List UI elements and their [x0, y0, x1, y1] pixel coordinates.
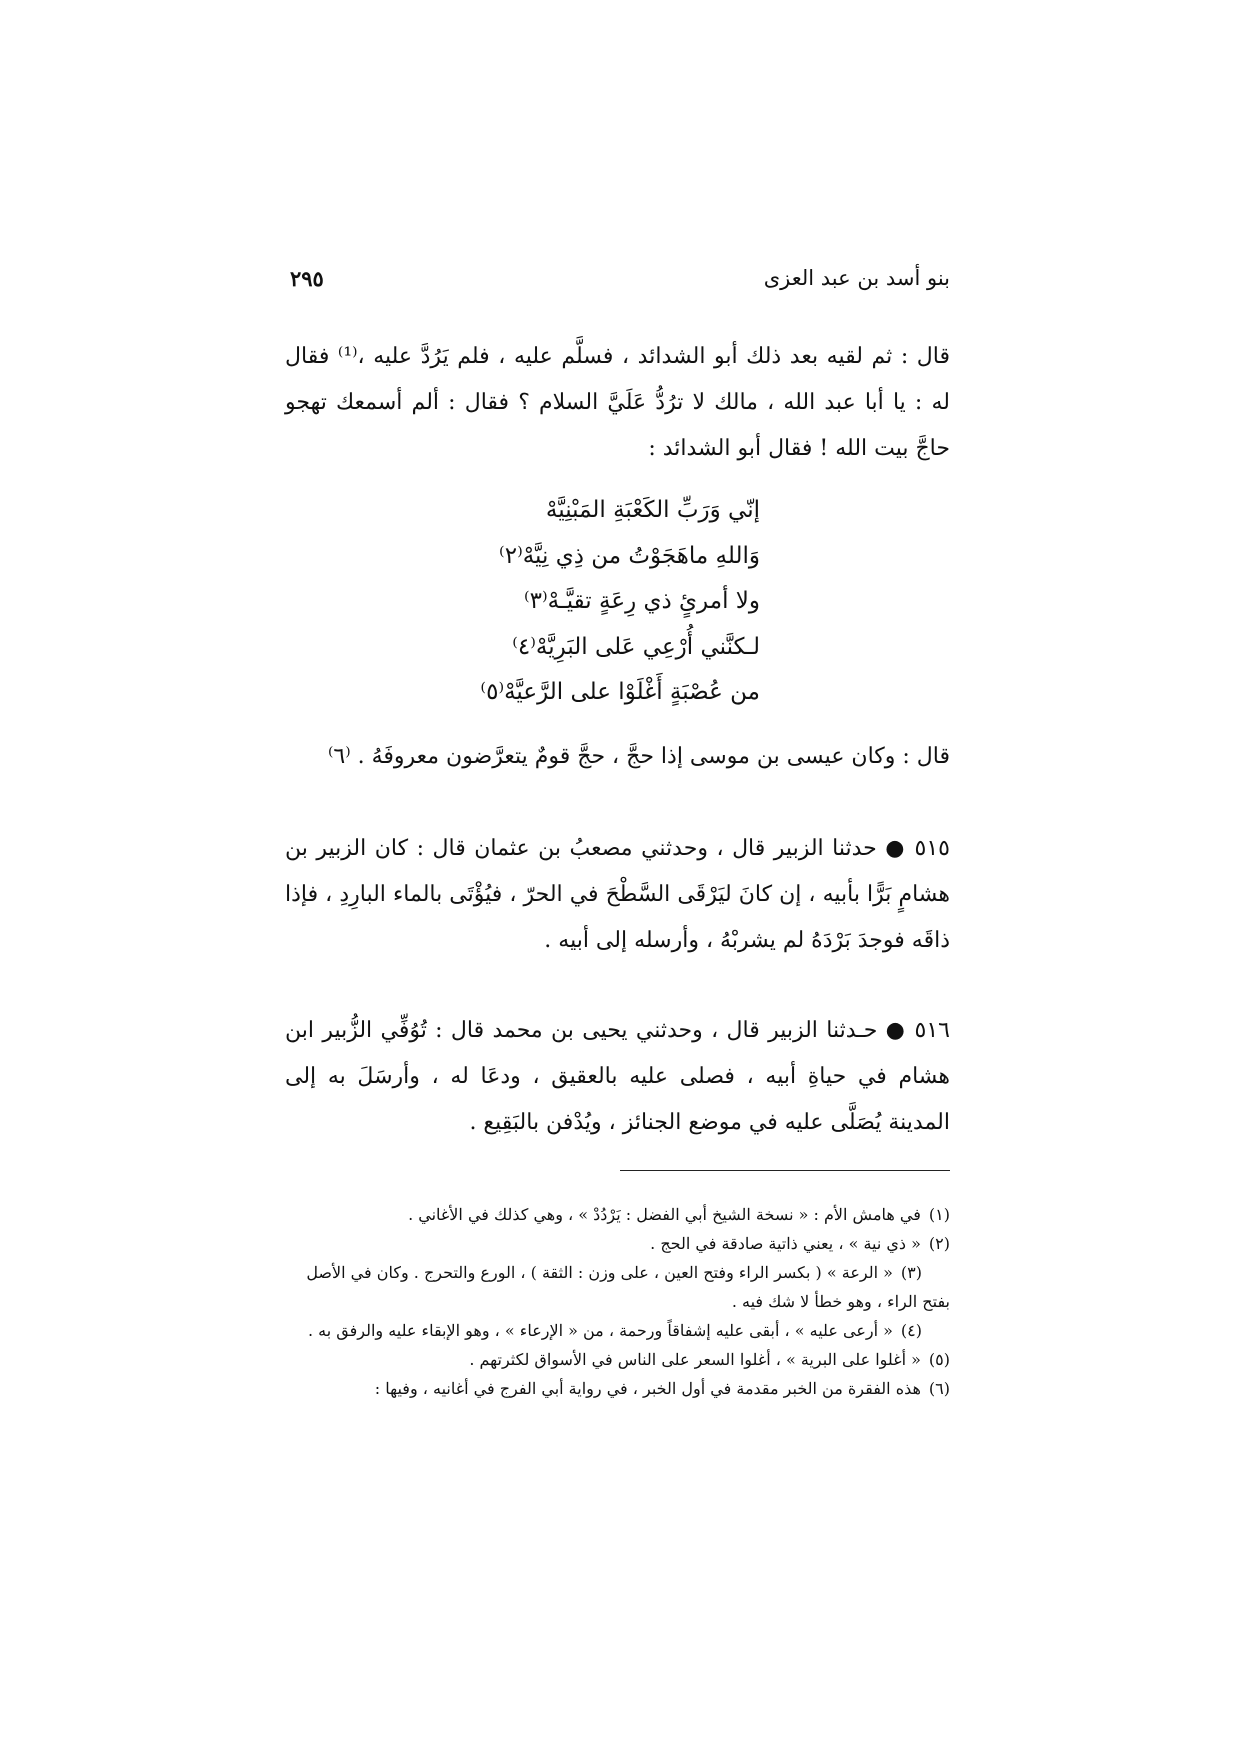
closing-paragraph: قال : وكان عيسى بن موسى إذا حجَّ ، حجَّ قومٌ يتعرَّضون معروفَهُ . ⁽٦⁾ — [327, 744, 950, 769]
poem-verse: من عُصْبَةٍ أَغْلَوْا على الرَّعيَّهْ⁽٥⁾ — [480, 679, 760, 705]
footnote-text: « الرعة » ( بكسر الراء وفتح العين ، على وزن : الثقة ) ، الورع والتحرج . وكان في الأصل بفتح الراء ، وهو خطأ لا شك فيه . — [306, 1263, 950, 1311]
footnote-text: « أرعى عليه » ، أبقى عليه إشفاقاً ورحمة ، من « الإرعاء » ، وهو الإبقاء عليه والرفق به . — [307, 1321, 893, 1340]
footnote-text: في هامش الأم : « نسخة الشيخ أبي الفضل : يَرْدُدْ » ، وهي كذلك في الأغاني . — [408, 1205, 921, 1224]
footnote — [280, 1374, 950, 1403]
item-text: حـدثنا الزبير قال ، وحدثني يحيى بن محمد قال : تُوُفِّي الزُّبير ابن هشام في حياةِ أبيه ، فصلى عليه بالعقيق ، ودعَا له ، وأرسَلَ به إلى المدينة يُصَلَّى عليه في موضع الجنائز ، ويُدْفن بالبَقِيع . — [285, 1018, 950, 1135]
intro-paragraph: قال : ثم لقيه بعد ذلك أبو الشدائد ، فسلَّم عليه ، فلم يَرُدَّ عليه ،⁽¹⁾ فقال له : يا أبا عبد الله ، مالك لا ترُدُّ عَلَيَّ السلام ؟ فقال : ألم أسمعك تهجو حاجَّ بيت الله ! فقال أبو الشدائد : — [285, 344, 950, 461]
running-title: بنو أسد بن عبد العزى — [763, 266, 950, 290]
footnotes — [280, 1200, 950, 1403]
item-text: حدثنا الزبير قال ، وحدثني مصعبُ بن عثمان قال : كان الزبير بن هشامٍ بَرًّا بأبيه ، إن كانَ ليَرْقَى السَّطْحَ في الحرّ ، فيُؤْتَى بالماء البارِدِ ، فإذا ذاقَه فوجدَ بَرْدَهُ لم يشربْهُ ، وأرسله إلى أبيه . — [285, 836, 951, 953]
footnote-text: هذه الفقرة من الخبر مقدمة في أول الخبر ، في رواية أبي الفرج في أغانيه ، وفيها : — [374, 1379, 921, 1398]
item-number: ٥١٥ — [914, 836, 950, 861]
footnote-number: (٥) — [928, 1350, 950, 1369]
footnote-text: « ذي نية » ، يعني ذاتية صادقة في الحج . — [650, 1234, 921, 1253]
bullet-icon: ● — [885, 1018, 907, 1043]
footnote — [280, 1229, 950, 1258]
footnote-divider — [620, 1170, 950, 1171]
poem-verse: إنّي وَرَبِّ الكَعْبَةِ المَبْنِيَّهْ — [545, 497, 760, 523]
numbered-item — [285, 1008, 950, 1146]
footnote-number: (٣) — [900, 1263, 922, 1282]
footnote — [280, 1258, 950, 1316]
footnote — [280, 1345, 950, 1374]
poem-verse: لـكنَّني أُرْعِي عَلى البَرِيَّهْ⁽٤⁾ — [512, 633, 760, 660]
footnote-number: (٢) — [928, 1234, 950, 1253]
poem-verse: وَاللهِ ماهَجَوْتُ من ذِي نِيَّهْ⁽٢⁾ — [499, 542, 760, 569]
numbered-item — [285, 826, 950, 964]
bullet-icon: ● — [885, 836, 907, 861]
footnote — [280, 1200, 950, 1229]
poem — [420, 488, 760, 716]
footnote-number: (٤) — [900, 1321, 922, 1340]
footnote-text: « أغلوا على البرية » ، أغلوا السعر على الناس في الأسواق لكثرتهم . — [469, 1350, 921, 1369]
page-header — [290, 266, 950, 302]
footnote — [280, 1316, 950, 1345]
footnote-number: (١) — [928, 1205, 950, 1224]
item-number: ٥١٦ — [914, 1018, 950, 1043]
footnote-number: (٦) — [928, 1379, 950, 1398]
page-number: ٢٩٥ — [290, 266, 324, 291]
poem-verse: ولا أمرئٍ ذي رِعَةٍ تقيَّـهْ⁽٣⁾ — [524, 588, 760, 614]
